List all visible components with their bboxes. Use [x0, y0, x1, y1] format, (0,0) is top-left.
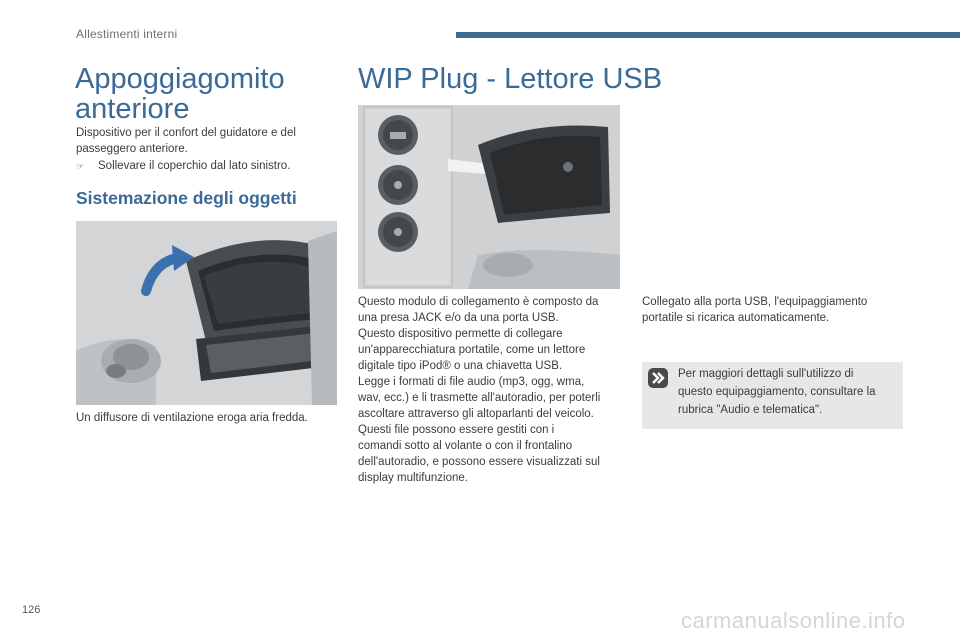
info-note-line: rubrica "Audio e telematica". [678, 404, 823, 416]
usb-description-line: display multifunzione. [358, 472, 468, 484]
charging-text [642, 294, 912, 326]
info-note-text [678, 365, 896, 419]
section-header-title: Allestimenti interni [76, 27, 178, 41]
armrest-intro: Dispositivo per il confort del guidatore e del passeggero anteriore. [76, 127, 296, 155]
instruction-text: Sollevare il coperchio dal lato sinistro. [98, 160, 291, 172]
usb-description-line: wav, ecc.) e li trasmette all'autoradio, per poterli [358, 392, 601, 404]
armrest-photo [76, 221, 337, 405]
usb-description-line: una presa JACK e/o da una porta USB. [358, 312, 559, 324]
watermark: carmanualsonline.info [681, 608, 906, 633]
header-bar [456, 32, 960, 38]
storage-subtitle: Sistemazione degli oggetti [76, 188, 297, 208]
charging-text-line: portatile si ricarica automaticamente. [642, 312, 830, 324]
usb-description-line: Legge i formati di file audio (mp3, ogg, wma, [358, 376, 585, 388]
page-number: 126 [22, 604, 41, 616]
usb-description [358, 294, 628, 486]
armrest-title: Appoggiagomito anteriore [75, 63, 285, 125]
usb-description-line: Questo modulo di collegamento è composto da [358, 296, 599, 308]
usb-description-line: Questi file possono essere gestiti con i [358, 424, 555, 436]
vent-caption: Un diffusore di ventilazione eroga aria fredda. [76, 412, 308, 424]
usb-description-line: un'apparecchiatura portatile, come un lettore [358, 344, 586, 356]
usb-module-photo [358, 105, 620, 289]
wip-plug-title: WIP Plug - Lettore USB [358, 63, 663, 95]
instruction-bullet [76, 158, 290, 174]
usb-description-line: ascoltare attraverso gli altoparlanti del veicolo. [358, 408, 594, 420]
usb-description-line: digitale tipo iPod® o una chiavetta USB. [358, 360, 563, 372]
usb-description-line: dell'autoradio, e possono essere visualizzati sul [358, 456, 600, 468]
usb-description-line: comandi sotto al volante o con il frontalino [358, 440, 573, 452]
info-note-line: Per maggiori dettagli sull'utilizzo di [678, 368, 854, 380]
pointer-bullet-icon: ☞ [76, 161, 85, 171]
charging-text-line: Collegato alla porta USB, l'equipaggiamento [642, 296, 868, 308]
info-note-line: questo equipaggiamento, consultare la [678, 386, 876, 398]
usb-description-line: Questo dispositivo permette di collegare [358, 328, 563, 340]
double-chevron-right-icon [648, 368, 668, 388]
info-note [642, 362, 903, 429]
